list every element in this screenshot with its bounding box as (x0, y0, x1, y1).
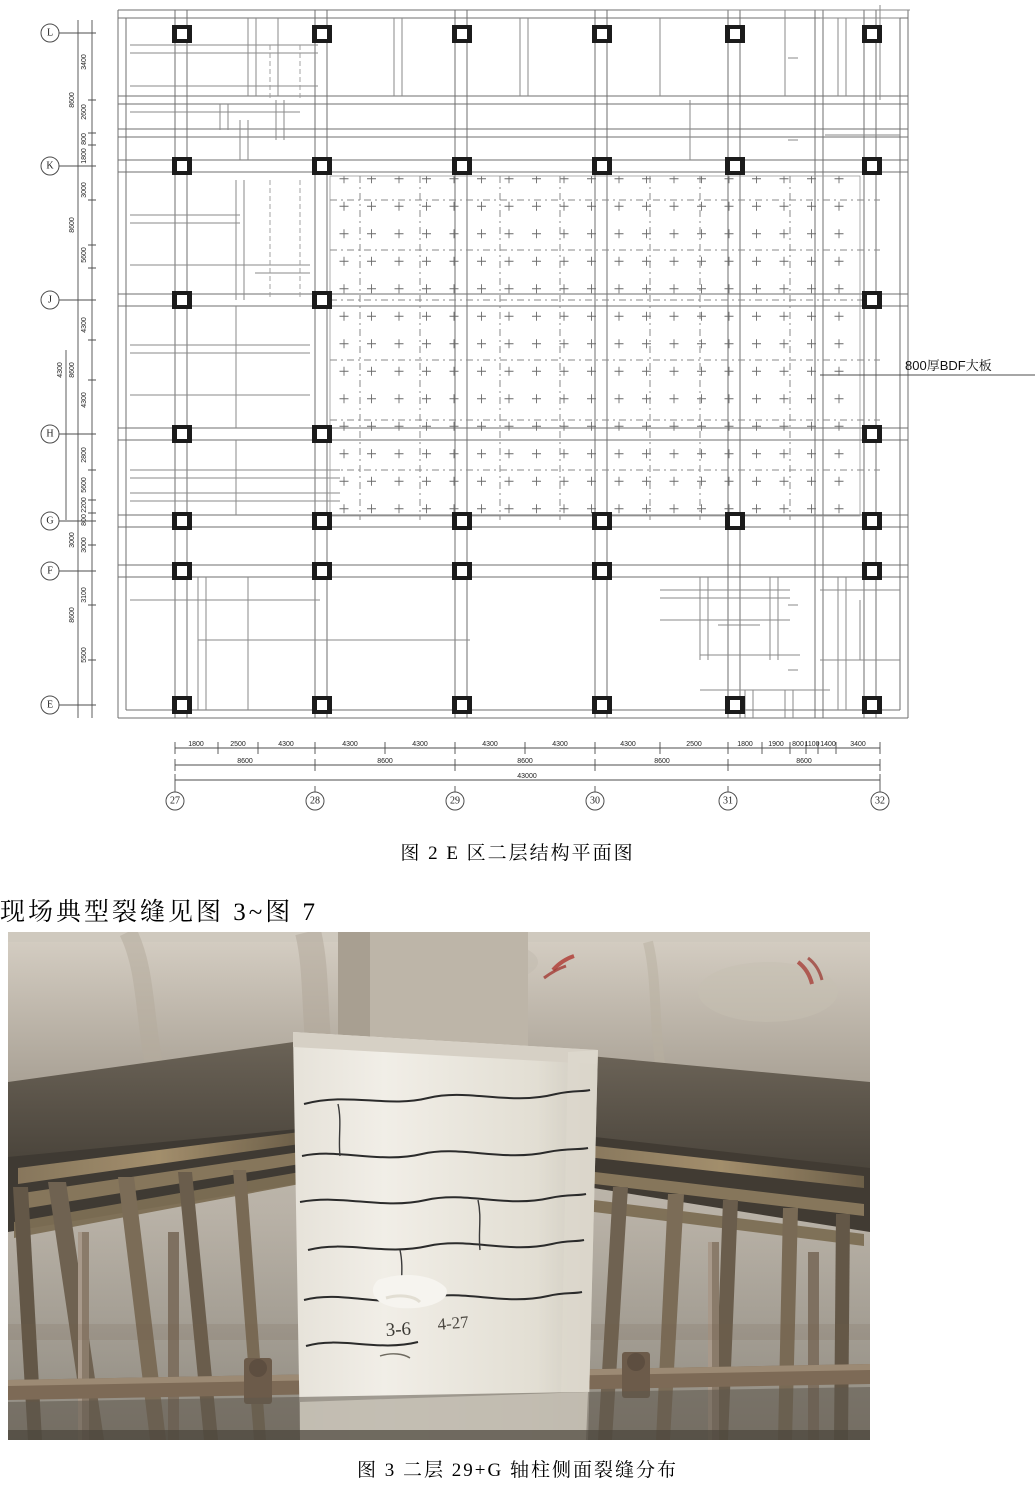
svg-text:800: 800 (81, 133, 88, 145)
svg-text:3400: 3400 (850, 741, 866, 748)
svg-text:3000: 3000 (81, 182, 88, 198)
figure-3-photo (8, 932, 870, 1440)
svg-text:27: 27 (170, 795, 180, 807)
svg-text:2500: 2500 (686, 741, 702, 748)
svg-text:8600: 8600 (69, 362, 76, 378)
body-paragraph: 现场典型裂缝见图 3~图 7 (0, 899, 319, 926)
svg-text:8600: 8600 (654, 758, 670, 765)
svg-text:2800: 2800 (81, 447, 88, 463)
svg-text:8600: 8600 (69, 92, 76, 108)
svg-text:H: H (46, 428, 54, 440)
svg-text:800: 800 (792, 741, 804, 748)
svg-text:4300: 4300 (620, 741, 636, 748)
svg-text:4300: 4300 (57, 362, 64, 378)
svg-text:1800: 1800 (737, 741, 753, 748)
svg-text:4300: 4300 (278, 741, 294, 748)
svg-text:4300: 4300 (412, 741, 428, 748)
svg-text:29: 29 (450, 795, 460, 807)
svg-text:2200: 2200 (81, 497, 88, 513)
photo-mark-1: 3-6 (385, 1318, 412, 1341)
svg-text:28: 28 (310, 795, 320, 807)
svg-text:3000: 3000 (81, 537, 88, 553)
svg-text:5500: 5500 (81, 647, 88, 663)
svg-text:1900: 1900 (768, 741, 784, 748)
svg-text:1800: 1800 (188, 741, 204, 748)
bdf-slab-label: 800厚BDF大板 (905, 358, 992, 373)
svg-text:30: 30 (590, 795, 600, 807)
figure-2-caption: 图 2 E 区二层结构平面图 (400, 843, 635, 864)
svg-text:1100: 1100 (804, 741, 820, 748)
svg-text:800: 800 (81, 514, 88, 526)
svg-text:K: K (46, 160, 54, 172)
svg-text:1400: 1400 (820, 741, 836, 748)
svg-text:1800: 1800 (81, 148, 88, 164)
crack-distribution-photograph (8, 932, 870, 1440)
svg-text:3400: 3400 (81, 54, 88, 70)
svg-text:8600: 8600 (517, 758, 533, 765)
svg-text:4300: 4300 (552, 741, 568, 748)
svg-text:3000: 3000 (69, 532, 76, 548)
svg-text:8600: 8600 (69, 607, 76, 623)
photo-mark-2: 4-27 (436, 1312, 470, 1334)
svg-text:31: 31 (723, 795, 733, 807)
svg-text:8600: 8600 (237, 758, 253, 765)
svg-text:4300: 4300 (81, 392, 88, 408)
svg-text:4300: 4300 (482, 741, 498, 748)
svg-text:2500: 2500 (230, 741, 246, 748)
svg-text:8600: 8600 (69, 217, 76, 233)
svg-text:5600: 5600 (81, 477, 88, 493)
figure-3-caption: 图 3 二层 29+G 轴柱侧面裂缝分布 (357, 1460, 678, 1481)
svg-text:4300: 4300 (342, 741, 358, 748)
svg-text:J: J (48, 294, 52, 306)
svg-text:F: F (47, 565, 53, 577)
svg-text:43000: 43000 (517, 773, 537, 780)
svg-text:8600: 8600 (796, 758, 812, 765)
svg-text:3100: 3100 (81, 587, 88, 603)
bdf-slab-region (330, 176, 860, 516)
svg-text:E: E (46, 699, 54, 711)
svg-text:G: G (46, 515, 54, 527)
svg-text:32: 32 (875, 795, 885, 807)
svg-text:5600: 5600 (81, 247, 88, 263)
svg-text:L: L (46, 27, 54, 39)
svg-text:4300: 4300 (81, 317, 88, 333)
svg-text:2600: 2600 (81, 104, 88, 120)
svg-text:8600: 8600 (377, 758, 393, 765)
